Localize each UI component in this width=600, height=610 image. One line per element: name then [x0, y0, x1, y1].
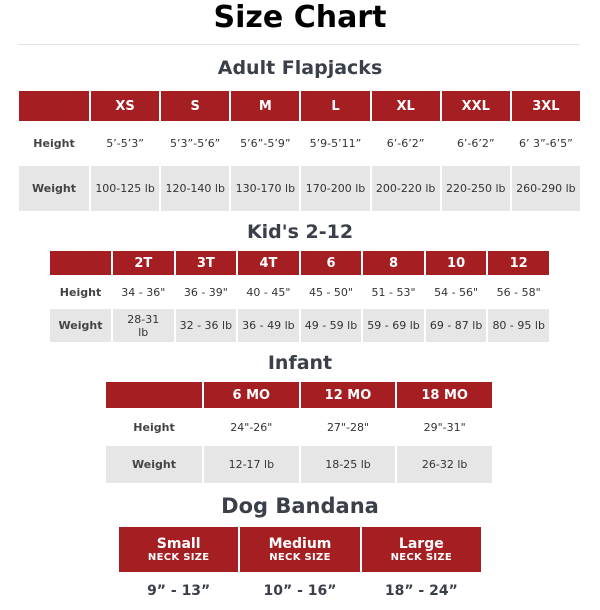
size-header: S	[161, 91, 229, 121]
bandana-size-header	[119, 527, 238, 572]
neck-size-cell: 9” - 13”	[147, 583, 211, 599]
size-header: 18 MO	[397, 382, 492, 408]
size-header: L	[301, 91, 369, 121]
size-header: XXL	[442, 91, 510, 121]
weight-cell: 170-200 lb	[301, 166, 369, 211]
size-header: 4T	[238, 251, 299, 275]
table-row	[106, 408, 492, 446]
row-label: Height	[59, 285, 102, 299]
weight-cell: 260-290 lb	[512, 166, 580, 211]
size-header: 6 MO	[204, 382, 299, 408]
weight-cell: 220-250 lb	[442, 166, 510, 211]
kids-section-title: Kid's 2-12	[246, 221, 354, 243]
size-header: M	[231, 91, 299, 121]
height-cell: 29"-31"	[423, 420, 466, 434]
weight-cell: 36 - 49 lb	[238, 309, 299, 342]
weight-cell: 26-32 lb	[397, 446, 492, 483]
infant-section-title: Infant	[267, 352, 333, 374]
bandana-size-table	[117, 527, 483, 610]
height-cell: 5’6”-5’9”	[240, 137, 291, 150]
weight-cell: 120-140 lb	[161, 166, 229, 211]
size-sub: NECK SIZE	[147, 551, 210, 563]
size-name: Large	[398, 535, 444, 552]
weight-cell: 32 - 36 lb	[176, 309, 237, 342]
height-cell: 51 - 53"	[371, 285, 416, 299]
weight-cell: 49 - 59 lb	[301, 309, 362, 342]
divider	[18, 44, 580, 45]
size-header: 12 MO	[301, 382, 396, 408]
height-cell: 5’3”-5’6”	[170, 137, 221, 150]
height-cell: 34 - 36"	[121, 285, 166, 299]
height-cell: 56 - 58"	[496, 285, 541, 299]
size-header: 6	[301, 251, 362, 275]
bandana-size-header	[362, 527, 481, 572]
row-label: Weight	[106, 446, 202, 483]
height-cell: 6’ 3”-6’5”	[518, 137, 573, 150]
weight-cell: 100-125 lb	[91, 166, 159, 211]
weight-cell: 59 - 69 lb	[363, 309, 424, 342]
header-blank	[106, 382, 202, 408]
height-cell: 5’-5’3”	[106, 137, 144, 150]
table-row	[119, 572, 481, 610]
kids-size-table	[48, 251, 551, 342]
height-cell: 40 - 45"	[246, 285, 291, 299]
row-label: Height	[33, 137, 75, 150]
height-cell: 27"-28"	[326, 420, 370, 434]
header-blank	[50, 251, 111, 275]
bandana-section-title: Dog Bandana	[221, 494, 379, 518]
size-header: 2T	[113, 251, 174, 275]
height-cell: 36 - 39"	[183, 285, 228, 299]
weight-cell: 69 - 87 lb	[426, 309, 487, 342]
table-row	[106, 446, 492, 483]
size-sub: NECK SIZE	[390, 551, 453, 563]
neck-size-cell: 10” - 16”	[263, 583, 337, 599]
size-header: 10	[426, 251, 487, 275]
row-label: Weight	[19, 166, 89, 211]
table-row	[19, 121, 580, 166]
size-name: Small	[156, 535, 201, 552]
height-cell: 24"-26"	[230, 420, 273, 434]
size-header: XL	[372, 91, 440, 121]
weight-cell: 12-17 lb	[204, 446, 299, 483]
height-cell: 6’-6’2”	[456, 137, 495, 150]
page-title: Size Chart	[213, 0, 387, 35]
size-header: 12	[488, 251, 549, 275]
size-header: 3T	[176, 251, 237, 275]
weight-cell: 200-220 lb	[372, 166, 440, 211]
neck-size-cell: 18” - 24”	[384, 583, 458, 599]
size-name: Medium	[268, 535, 332, 552]
bandana-size-header	[240, 527, 359, 572]
height-cell: 54 - 56"	[434, 285, 479, 299]
weight-cell: 18-25 lb	[301, 446, 396, 483]
size-header: 8	[363, 251, 424, 275]
weight-cell: 80 - 95 lb	[488, 309, 549, 342]
adult-section-title: Adult Flapjacks	[217, 57, 383, 79]
height-cell: 5’9-5’11”	[309, 137, 362, 150]
row-label: Weight	[50, 309, 111, 342]
table-row	[50, 275, 549, 309]
height-cell: 6’-6’2”	[386, 137, 425, 150]
weight-cell: 28-31 lb	[113, 309, 174, 342]
size-header: XS	[91, 91, 159, 121]
header-blank	[19, 91, 89, 121]
size-header: 3XL	[512, 91, 580, 121]
weight-cell: 130-170 lb	[231, 166, 299, 211]
size-sub: NECK SIZE	[269, 551, 331, 563]
row-label: Height	[133, 420, 175, 434]
table-row	[50, 309, 549, 342]
adult-size-table	[17, 91, 582, 211]
infant-size-table	[104, 382, 494, 483]
height-cell: 45 - 50"	[308, 285, 353, 299]
table-row	[19, 166, 580, 211]
